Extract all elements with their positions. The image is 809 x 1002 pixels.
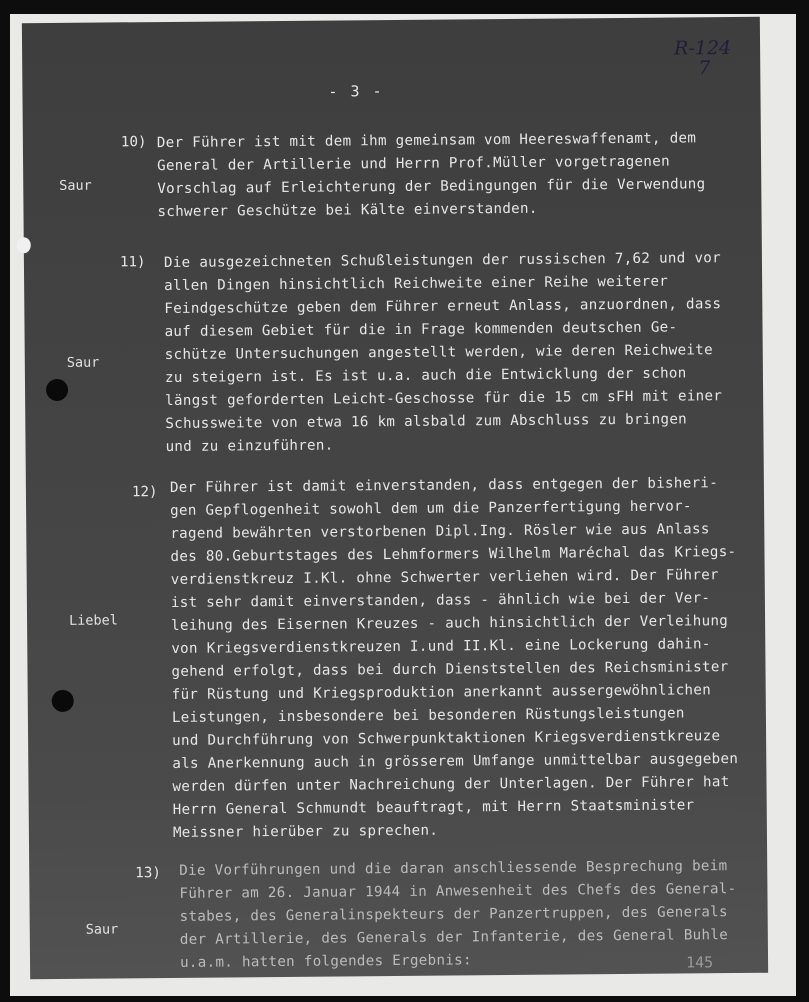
item-line: von Kriegsverdienstkreuzen I.und II.Kl. eine Lockerung dahin- [171,636,711,657]
item-line: schütze Untersuchungen angestellt werden, wie deren Reichweite [164,342,713,364]
item-line: verdienstkreuz I.Kl. ohne Schwerter verliehen wird. Der Führer [170,567,719,588]
binder-notch [17,237,31,253]
punch-hole-bottom [52,690,74,712]
item-line: Schussweite von etwa 16 km alsbald zum Abschluss zu bringen [165,411,688,433]
item-line: werden dürfen unter Nachreichung der Unterlagen. Der Führer hat [172,774,730,795]
item-number: 12) [131,484,158,501]
margin-name: Liebel [68,612,118,629]
item-line: zu steigern ist. Es ist u.a. auch die Entwicklung der schon [164,365,687,387]
margin-name: Saur [59,177,92,194]
item-line: ist sehr damit einverstanden, dass - ähnlich wie bei der Ver- [170,590,711,611]
item-line: Die Vorführungen und die daran anschliessende Besprechung beim [179,858,728,879]
item-number: 10) [120,134,147,151]
item-number: 11) [119,254,146,271]
item-line: allen Dingen hinsichtlich Reichweite einer Reihe weiterer [164,273,669,295]
item-line: Der Führer ist mit dem ihm gemeinsam vom Heereswaffenamt, dem [156,130,697,152]
item-line: auf diesem Gebiet für die in Frage kommenden deutschen Ge- [164,319,678,341]
item-line: leihung des Eisernen Kreuzes - auch hinsichtlich der Verleihung [171,613,729,634]
item-line: Vorschlag auf Erleichterung der Bedingungen für die Verwendung [157,176,706,198]
item-line: als Anerkennung auch in grösserem Umfange unmittelbar ausgegeben [172,751,739,772]
archive-stamp-line2: 7 [698,57,711,80]
item-line: Leistungen, insbesondere bei besonderen Rüstungsleistungen [171,705,685,726]
archive-stamp-line1: R-124 [673,37,732,60]
item-line: längst geforderten Leicht-Geschosse für die 15 cm sFH mit einer [165,388,723,410]
item-number: 13) [135,865,161,882]
item-line: u.a.m. hatten folgendes Ergebnis: [179,952,472,971]
item-line: und Durchführung von Schwerpunktaktionen Kriegsverdienstkreuze [172,728,721,749]
folio-number: 145 [685,953,714,972]
item-line: für Rüstung und Kriegsproduktion anerkannt aussergewöhnlichen [171,682,712,703]
item-line: ragend bewährten verstorbenen Dipl.Ing. Rösler wie aus Anlass [170,521,710,542]
document-page [22,17,768,979]
item-line: Die ausgezeichneten Schußleistungen der russischen 7,62 und vor [163,250,722,272]
item-line: stabes, des Generalinspekteurs der Panzertruppen, des Generals [179,904,728,925]
item-line: Meissner hierüber zu sprechen. [172,822,439,841]
item-line: gen Gepflogenheit sowohl dem um die Panzerfertigung hervor- [170,498,692,519]
item-line: und zu einzuführen. [165,437,334,456]
item-line: Feindgeschütze geben dem Führer erneut Anlass, anzuordnen, dass [164,296,722,318]
punch-hole-top [46,379,68,401]
margin-name: Saur [85,921,119,938]
item-line: General der Artillerie und Herrn Prof.Müller vorgetragenen [157,153,670,175]
page-number: - 3 - [328,82,384,101]
margin-name: Saur [66,354,100,371]
item-line: schwerer Geschütze bei Kälte einverstanden. [157,200,538,221]
item-line: Herrn General Schmundt beauftragt, mit Herrn Staatsminister [172,797,695,818]
item-line: Führer am 26. Januar 1944 in Anwesenheit des Chefs des General- [179,881,737,902]
item-line: der Artillerie, des Generals der Infanterie, des General Buhle [179,927,729,948]
item-line: des 80.Geburtstages des Lehmformers Wilhelm Maréchal das Kriegs- [170,544,737,565]
item-line: Der Führer ist damit einverstanden, dass entgegen der bisheri- [169,475,719,496]
item-line: gehend erfolgt, dass bei durch Dienststellen des Reichsminister [171,659,729,680]
